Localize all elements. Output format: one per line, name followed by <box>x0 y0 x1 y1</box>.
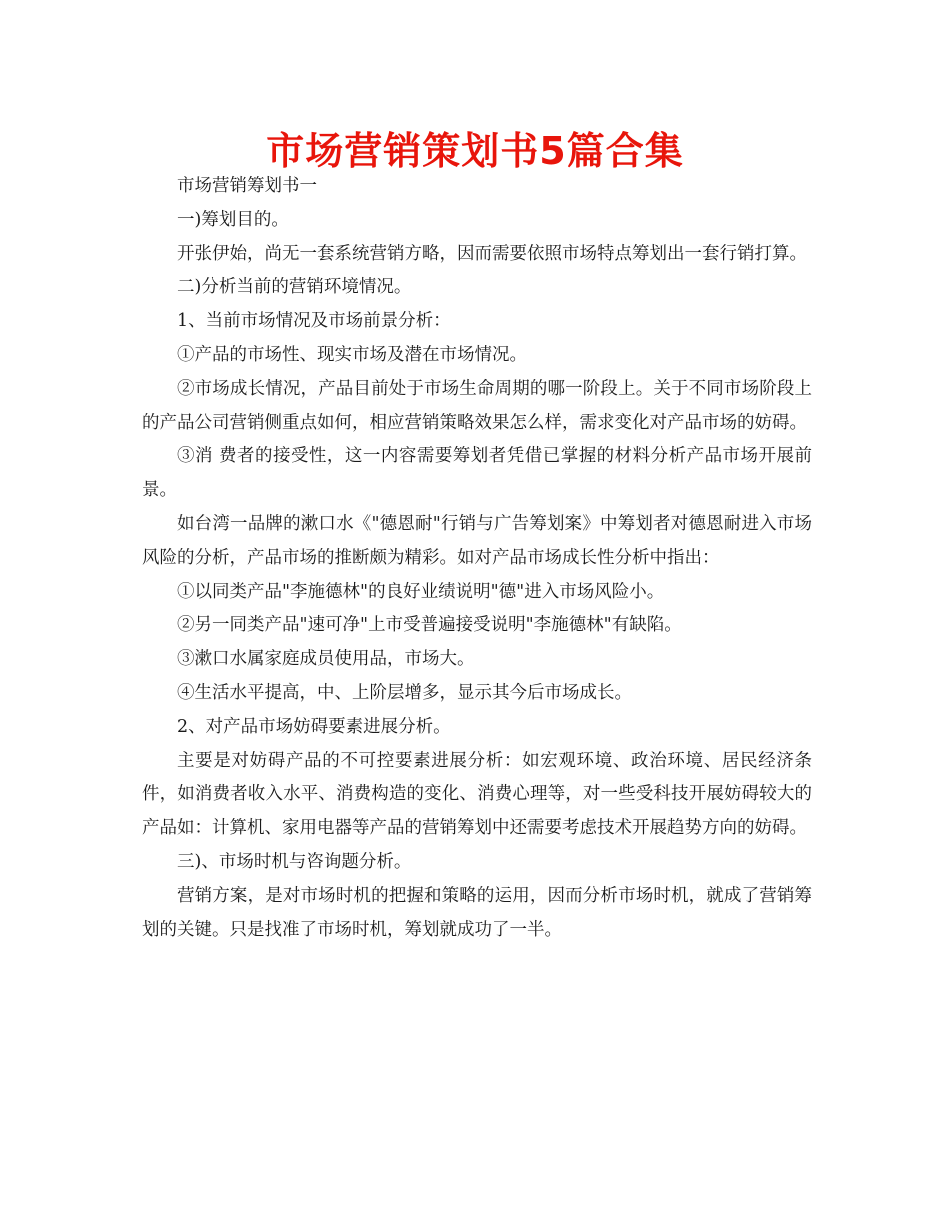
paragraph: ③漱口水属家庭成员使用品，市场大。 <box>177 649 475 670</box>
paragraph: 2、对产品市场妨碍要素进展分析。 <box>177 716 451 737</box>
paragraph: ②市场成长情况，产品目前处于市场生命周期的哪一阶段上。关于不同市场阶段上的产品公司营销侧重点如何，相应营销策略效果怎么样，需求变化对产品市场的妨碍。 <box>142 378 812 433</box>
paragraph: ①产品的市场性、现实市场及潜在市场情况。 <box>177 344 527 365</box>
paragraph: 营销方案，是对市场时机的把握和策略的运用，因而分析市场时机，就成了营销筹划的关键。只是找准了市场时机，筹划就成功了一半。 <box>142 885 812 940</box>
document-title: 市场营销策划书5篇合集 <box>266 129 684 173</box>
paragraph: ②另一同类产品"速可净"上市受普遍接受说明"李施德林"有缺陷。 <box>177 615 682 636</box>
paragraph: 三)、市场时机与咨询题分析。 <box>177 851 412 872</box>
paragraph: 开张伊始，尚无一套系统营销方略，因而需要依照市场特点筹划出一套行销打算。 <box>177 243 807 264</box>
document-body <box>142 170 812 947</box>
paragraph: ④生活水平提高，中、上阶层增多，显示其今后市场成长。 <box>177 682 632 703</box>
paragraph: 一)筹划目的。 <box>177 209 289 230</box>
paragraph: 1、当前市场情况及市场前景分析： <box>177 311 451 332</box>
paragraph: ③消 费者的接受性，这一内容需要筹划者凭借已掌握的材料分析产品市场开展前景。 <box>142 446 812 501</box>
paragraph: 市场营销筹划书一 <box>177 176 317 196</box>
paragraph: 主要是对妨碍产品的不可控要素进展分析：如宏观环境、政治环境、居民经济条件，如消费者收入水平、消费构造的变化、消费心理等，对一些受科技开展妨碍较大的产品如：计算机、家用电器等产品的营销筹划中还需要考虑技术开展趋势方向的妨碍。 <box>142 750 812 839</box>
paragraph: ①以同类产品"李施德林"的良好业绩说明"德"进入市场风险小。 <box>177 581 665 602</box>
paragraph: 二)分析当前的营销环境情况。 <box>177 277 412 298</box>
paragraph: 如台湾一品牌的漱口水《"德恩耐"行销与广告筹划案》中筹划者对德恩耐进入市场风险的分析，产品市场的推断颇为精彩。如对产品市场成长性分析中指出： <box>142 513 812 568</box>
